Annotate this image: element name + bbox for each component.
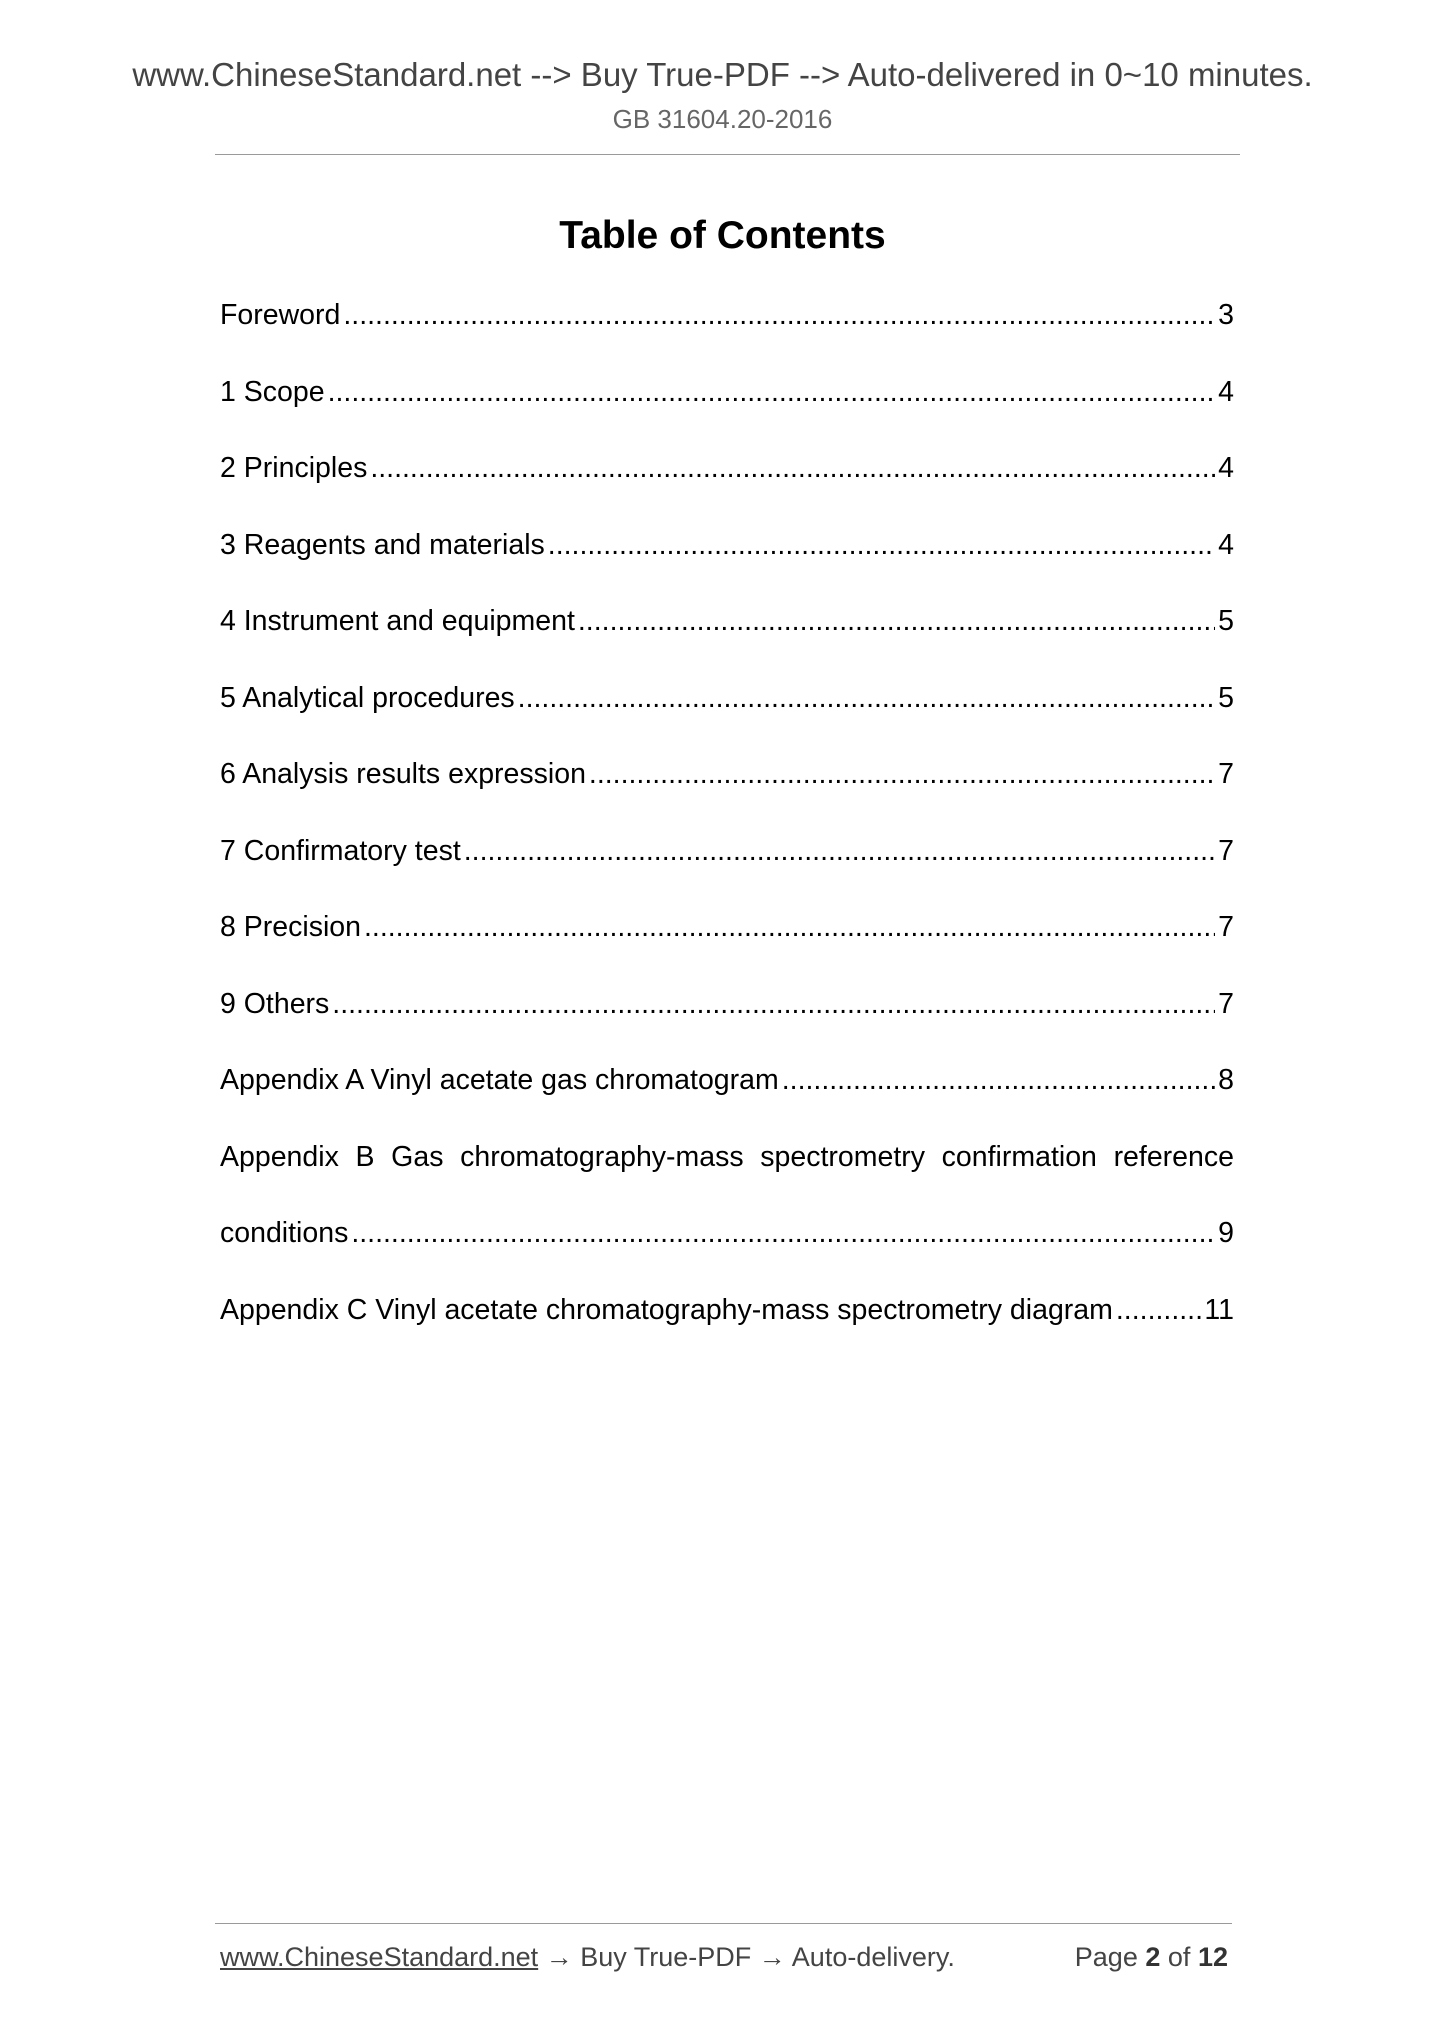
header-divider [215, 154, 1240, 155]
toc-entry-label: 3 Reagents and materials [220, 528, 545, 561]
dot-leader [351, 1208, 1215, 1258]
toc-word: confirmation [941, 1140, 1097, 1173]
toc-entry-label: Appendix C Vinyl acetate chromatography-mass spectrometry diagram [220, 1293, 1113, 1326]
toc-entry-appendix-c[interactable] [220, 1285, 1234, 1362]
dot-leader [589, 749, 1215, 799]
toc-entry-reagents[interactable] [220, 520, 1234, 597]
toc-entry-label: 1 Scope [220, 375, 325, 408]
toc-word: chromatography-mass [460, 1140, 744, 1173]
page-number: 2 [1145, 1942, 1161, 1972]
toc-entry-appendix-b-line1[interactable] [220, 1132, 1234, 1209]
toc-entry-principles[interactable] [220, 443, 1234, 520]
toc-word: reference [1113, 1140, 1234, 1173]
toc-word: Gas [391, 1140, 444, 1173]
toc-entry-page: 11 [1204, 1293, 1234, 1326]
toc-entry-page: 4 [1218, 528, 1234, 561]
arrow-right-icon: → [545, 1942, 573, 1972]
toc-entry-page: 9 [1218, 1217, 1234, 1249]
toc-entry-page: 7 [1218, 911, 1234, 943]
dot-leader [518, 673, 1215, 723]
toc-entry-procedures[interactable] [220, 673, 1234, 750]
footer-buy-text: Buy True-PDF [580, 1942, 752, 1972]
dot-leader [1116, 1285, 1202, 1335]
toc-entry-page: 5 [1218, 681, 1234, 714]
toc-entry-label: conditions [220, 1217, 349, 1249]
document-code: GB 31604.20-2016 [612, 104, 833, 134]
toc-entry-confirmatory[interactable] [220, 826, 1234, 903]
page-footer [220, 1942, 1232, 1973]
toc-entry-label: Appendix A Vinyl acetate gas chromatogram [220, 1064, 779, 1096]
toc-entry-label: 9 Others [220, 987, 330, 1020]
toc-word: Appendix [220, 1140, 339, 1173]
dot-leader [464, 826, 1215, 876]
of-label: of [1167, 1942, 1191, 1972]
toc-entry-results[interactable] [220, 749, 1234, 826]
toc-entry-label: Foreword [220, 299, 341, 331]
header-banner: www.ChineseStandard.net --> Buy True-PDF --> Auto-delivered in 0~10 minutes. [132, 56, 1313, 93]
toc-entry-label: 4 Instrument and equipment [220, 605, 575, 637]
toc-entry-page: 8 [1218, 1064, 1234, 1096]
page-label: Page [1074, 1942, 1138, 1972]
dot-leader [343, 290, 1215, 340]
dot-leader [578, 596, 1215, 646]
dot-leader [548, 520, 1215, 570]
toc-entry-page: 4 [1218, 452, 1234, 484]
dot-leader [370, 443, 1215, 493]
dot-leader [332, 979, 1215, 1029]
toc-entry-appendix-a[interactable] [220, 1055, 1234, 1132]
toc-entry-others[interactable] [220, 979, 1234, 1056]
dot-leader [782, 1055, 1215, 1105]
dot-leader [328, 367, 1216, 417]
toc-entry-appendix-b-line2[interactable] [220, 1208, 1234, 1285]
toc-entry-precision[interactable] [220, 902, 1234, 979]
toc-entry-instrument[interactable] [220, 596, 1234, 673]
table-of-contents [220, 290, 1234, 1361]
toc-entry-label: 5 Analytical procedures [220, 681, 515, 714]
toc-entry-label: 6 Analysis results expression [220, 758, 586, 790]
arrow-right-icon: → [758, 1942, 786, 1972]
dot-leader [364, 902, 1215, 952]
toc-entry-page: 7 [1218, 834, 1234, 867]
toc-entry-label: 2 Principles [220, 452, 368, 484]
page-indicator [1075, 1942, 1228, 1973]
footer-divider [215, 1923, 1232, 1924]
toc-entry-page: 7 [1218, 987, 1234, 1020]
toc-entry-page: 7 [1218, 758, 1234, 790]
toc-word: spectrometry [760, 1140, 926, 1173]
toc-title: Table of Contents [559, 214, 886, 257]
page-total: 12 [1197, 1942, 1228, 1972]
toc-entry-scope[interactable] [220, 367, 1234, 444]
toc-entry-label: 8 Precision [220, 911, 361, 943]
toc-word: B [355, 1140, 375, 1173]
toc-entry-page: 5 [1218, 605, 1234, 637]
footer-website-link[interactable]: www.ChineseStandard.net [220, 1942, 539, 1972]
toc-entry-label: 7 Confirmatory test [220, 834, 461, 867]
toc-entry-page: 4 [1218, 375, 1234, 408]
toc-entry-foreword[interactable] [220, 290, 1234, 367]
toc-entry-page: 3 [1218, 299, 1234, 331]
footer-delivery-text: Auto-delivery. [791, 1942, 955, 1972]
